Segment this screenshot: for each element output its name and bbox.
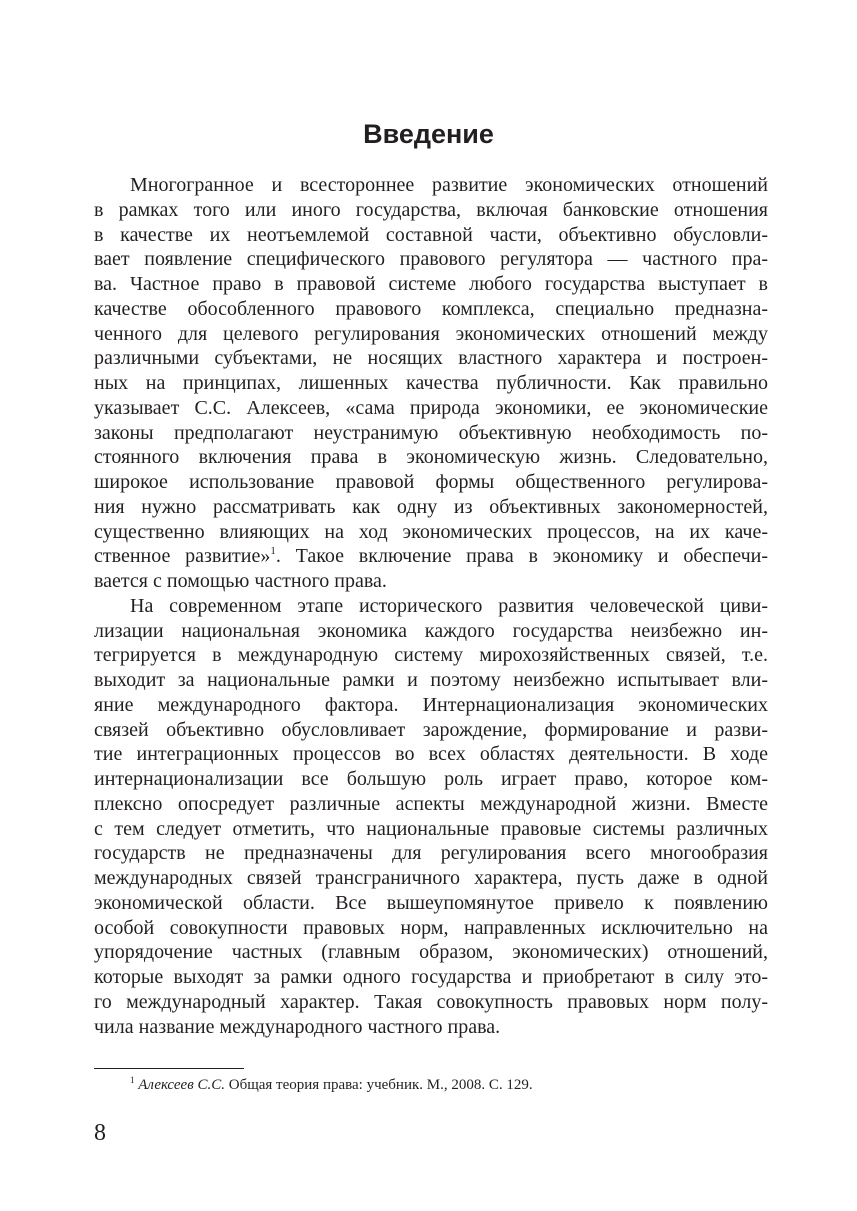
text-line: в качестве их неотъемлемой составной части, объективно обусловли- <box>94 223 768 246</box>
footnote-marker: 1 <box>130 1075 135 1085</box>
footnote-author: Алексеев С.С. <box>138 1077 225 1093</box>
text-line: международных связей трансграничного характера, пусть даже в одной <box>94 867 768 889</box>
text-line: широкое использование правовой формы общественного регулирова- <box>94 471 768 493</box>
text-line: ных на принципах, лишенных качества публичности. Как правильно <box>94 372 768 394</box>
text-line: качестве обособленного правового комплекса, специально предназна- <box>94 297 768 320</box>
text-line: го международный характер. Такая совокупность правовых норм полу- <box>94 990 768 1013</box>
text-line: тие интеграционных процессов во всех областях деятельности. В ходе <box>94 743 768 766</box>
text-line: На современном этапе исторического развития человеческой циви- <box>130 594 768 617</box>
text-line-with-footnote <box>94 544 768 569</box>
text-line: экономической области. Все вышеупомянутое привело к появлению <box>94 891 768 914</box>
text-line: чила название международного частного права. <box>94 1015 501 1038</box>
text-after-footnote: . Такое включение права в экономику и обеспечи- <box>275 545 768 568</box>
footnote-divider <box>94 1068 244 1069</box>
text-line: законы предполагают неустранимую объективную необходимость по- <box>94 421 768 444</box>
footnote-text: Общая теория права: учебник. М., 2008. С. 129. <box>224 1077 533 1093</box>
text-line: стоянного включения права в экономическую жизнь. Следовательно, <box>94 446 768 469</box>
footnote-reference[interactable]: 1 <box>270 545 276 558</box>
text-line: упорядочение частных (главным образом, экономических) отношений, <box>94 941 768 964</box>
text-line: существенно влияющих на ход экономических процессов, на их каче- <box>94 520 768 543</box>
text-line: вает появление специфического правового регулятора — частного пра- <box>94 248 768 271</box>
text-line: вается с помощью частного права. <box>94 570 387 592</box>
text-line: интернационализации все большую роль играет право, которое ком- <box>94 768 768 790</box>
text-line: Многогранное и всестороннее развитие экономических отношений <box>130 174 768 196</box>
text-line: ва. Частное право в правовой системе любого государства выступает в <box>94 273 768 295</box>
text-line: с тем следует отметить, что национальные правовые системы различных <box>94 817 768 840</box>
paragraph-1 <box>94 173 768 594</box>
paragraph-2 <box>94 594 768 1040</box>
text-line: яние международного фактора. Интернационализация экономических <box>94 693 768 716</box>
page-number: 8 <box>94 1120 106 1146</box>
page-heading: Введение <box>363 119 494 149</box>
text-line: особой совокупности правовых норм, направленных исключительно на <box>94 916 768 939</box>
text-line: в рамках того или иного государства, включая банковские отношения <box>94 198 768 221</box>
text-line: государств не предназначены для регулирования всего многообразия <box>94 842 768 865</box>
footnote <box>130 1075 533 1095</box>
text-line: указывает С.С. Алексеев, «сама природа экономики, ее экономические <box>94 396 768 419</box>
text-line: ченного для целевого регулирования экономических отношений между <box>94 322 768 345</box>
text-line: связей объективно обусловливает зарождение, формирование и разви- <box>94 718 768 741</box>
text-line: ния нужно рассматривать как одну из объективных закономерностей, <box>94 495 768 518</box>
text-line: тегрируется в международную систему мирохозяйственных связей, т.е. <box>94 644 768 667</box>
text-line: плексно опосредует различные аспекты международной жизни. Вместе <box>94 792 768 815</box>
text-line: которые выходят за рамки одного государства и приобретают в силу это- <box>94 966 768 988</box>
text-line: лизации национальная экономика каждого государства неизбежно ин- <box>94 619 768 642</box>
text-before-footnote: ственное развитие» <box>94 545 271 568</box>
text-line: выходит за национальные рамки и поэтому неизбежно испытывает вли- <box>94 669 768 691</box>
text-line: различными субъектами, не носящих властного характера и построен- <box>94 347 768 370</box>
body-text <box>94 173 768 1039</box>
